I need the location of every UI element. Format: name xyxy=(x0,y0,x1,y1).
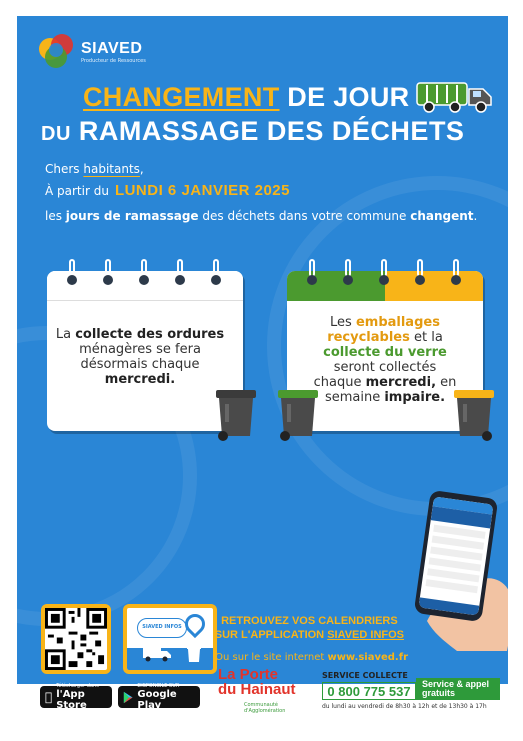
google-play-badge[interactable] xyxy=(118,683,200,711)
siaved-infos-app-illustration xyxy=(123,604,217,674)
website-line: Ou sur le site internet www.siaved.fr xyxy=(215,652,408,663)
qr-code[interactable] xyxy=(41,604,111,674)
app-promo-title xyxy=(215,614,404,642)
app-store-small: Télécharger dans xyxy=(49,683,92,689)
sentence-bold-1: jours de ramassage xyxy=(65,209,199,223)
app-store-big: l'App Store xyxy=(49,689,80,711)
calendar-ring-icon xyxy=(415,259,425,285)
service-hours: du lundi au vendredi de 8h30 à 12h et de 13h30 à 17h xyxy=(322,703,487,710)
service-title: SERVICE COLLECTE xyxy=(322,671,408,680)
headline-line2-rest: RAMASSAGE DES DÉCHETS xyxy=(70,116,465,146)
app-store-badge[interactable] xyxy=(40,683,112,711)
logo-name: SIAVED xyxy=(81,40,143,57)
recycling-bin-icon xyxy=(451,388,497,442)
calendar-ring-icon xyxy=(139,259,149,285)
siaved-logo xyxy=(39,34,146,70)
calendar-ring-icon xyxy=(307,259,317,285)
start-date-line xyxy=(45,182,290,199)
app-promo-line1: RETROUVEZ VOS CALENDRIERS xyxy=(221,615,398,627)
calendar-ring-icon xyxy=(67,259,77,285)
partner-line1: La Porte xyxy=(218,666,279,683)
headline-line1-rest: DE JOUR xyxy=(279,82,410,112)
free-service-badge: Service & appel gratuits xyxy=(416,678,500,700)
service-phone-number[interactable]: 0 800 775 537 xyxy=(322,682,416,700)
truck-icon xyxy=(143,646,171,662)
map-pin-icon xyxy=(181,610,209,638)
partner-line2: du Hainaut xyxy=(218,681,296,698)
household-collection-text: La collecte des ordures ménagères se fera désormais chaque mercredi. xyxy=(55,327,225,387)
partner-subtitle: Communauté d'Agglomération xyxy=(244,702,286,714)
sentence-prefix: les xyxy=(45,209,66,223)
sentence-mid: des déchets dans votre commune xyxy=(198,209,411,223)
calendar-ring-icon xyxy=(379,259,389,285)
greeting-prefix: Chers xyxy=(45,162,84,176)
qr-code-icon xyxy=(45,608,107,670)
calendar-ring-icon xyxy=(211,259,221,285)
greeting-word: habitants xyxy=(83,162,140,176)
la-porte-du-hainaut-logo xyxy=(218,667,296,697)
google-play-big: Google Play xyxy=(137,689,177,711)
headline-line2 xyxy=(17,116,508,147)
from-label: À partir du xyxy=(45,184,109,198)
siaved-logo-icon xyxy=(39,34,75,70)
app-logo-badge: SIAVED INFOS xyxy=(137,618,187,638)
calendar-ring-icon xyxy=(343,259,353,285)
recycling-collection-text: Les emballages recyclables et la collecte du verre seront collectés chaque mercredi, en semaine impaire. xyxy=(313,315,457,405)
calendar-ring-icon xyxy=(103,259,113,285)
greeting xyxy=(45,162,144,176)
bin-icon xyxy=(187,646,201,662)
google-play-icon xyxy=(123,691,133,704)
sentence-bold-2: changent xyxy=(410,209,474,223)
calendar-ring-icon xyxy=(451,259,461,285)
apple-icon xyxy=(45,690,52,704)
logo-tagline: Producteur de Ressources xyxy=(81,58,146,64)
glass-bin-icon xyxy=(275,388,321,442)
start-date: LUNDI 6 JANVIER 2025 xyxy=(114,182,290,199)
change-sentence xyxy=(45,209,477,223)
headline-line2-prefix: DU xyxy=(41,123,71,145)
website-link[interactable]: www.siaved.fr xyxy=(327,652,408,663)
sentence-end: . xyxy=(473,209,478,223)
poster xyxy=(17,16,508,684)
calendar-ring-icon xyxy=(175,259,185,285)
headline-accent-word: CHANGEMENT xyxy=(83,82,280,112)
app-promo-line2: SUR L'APPLICATION SIAVED INFOS xyxy=(214,629,404,641)
greeting-suffix: , xyxy=(139,162,144,176)
garbage-truck-icon xyxy=(415,79,495,113)
household-waste-bin-icon xyxy=(213,388,259,442)
google-play-small: DISPONIBLE SUR xyxy=(137,683,180,689)
